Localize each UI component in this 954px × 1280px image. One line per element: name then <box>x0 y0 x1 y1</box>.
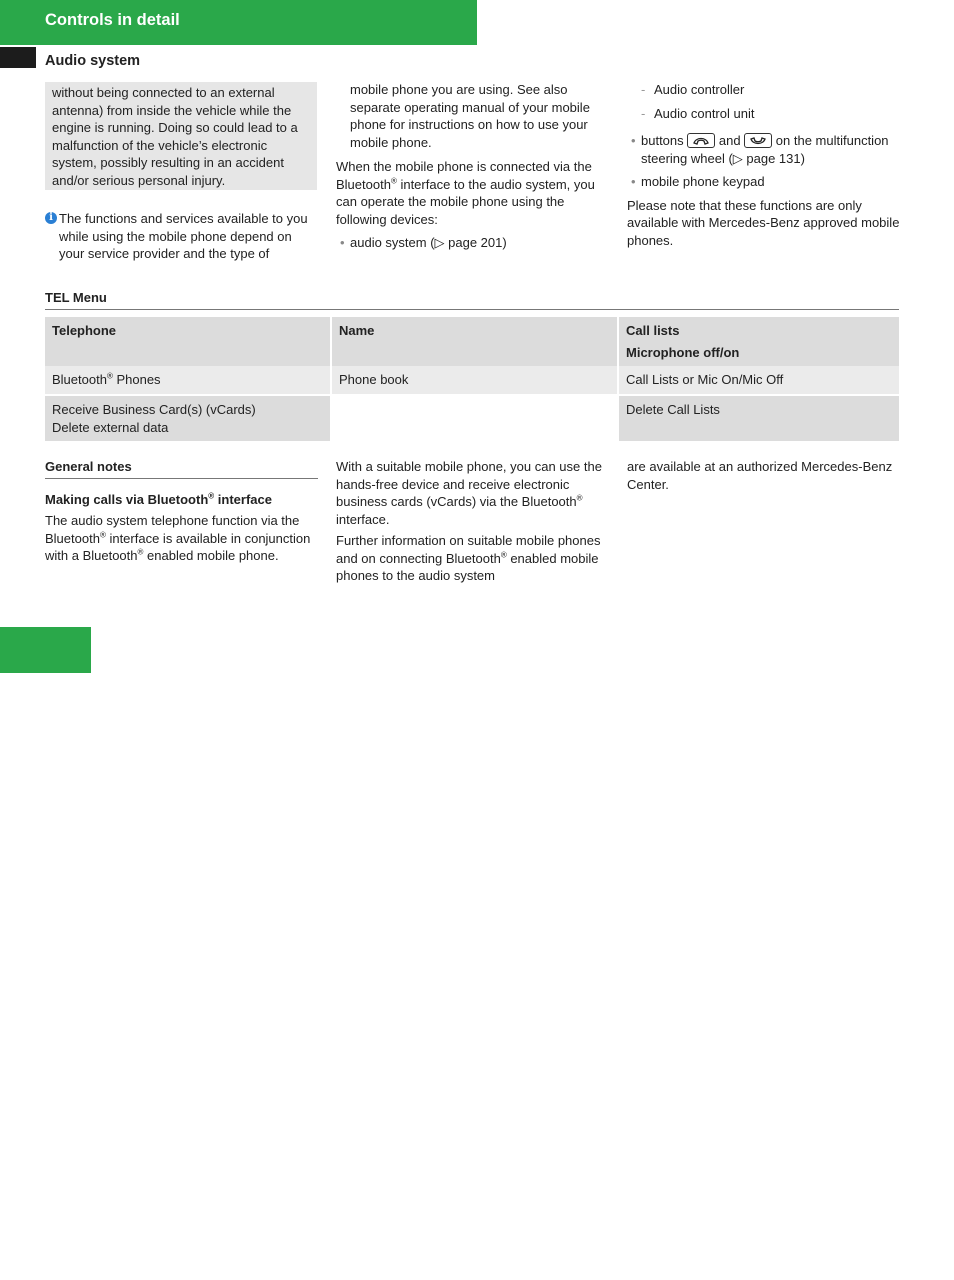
divider <box>45 309 899 310</box>
general-notes-heading: General notes <box>45 459 132 474</box>
text-span: Bluetooth <box>52 372 107 387</box>
warning-box <box>45 82 317 190</box>
page-number: 190 <box>45 1262 72 1279</box>
divider <box>45 478 318 479</box>
table-header-cell: Name <box>331 317 618 366</box>
registered-mark: ® <box>576 493 583 503</box>
text-span: buttons <box>641 133 688 148</box>
bullet-buttons <box>627 132 902 167</box>
registered-mark: ® <box>500 550 507 560</box>
text-span: Phones <box>112 372 161 387</box>
warning-line: antenna) from inside the vehicle while the <box>52 102 292 118</box>
table-header-cell <box>618 317 899 366</box>
registered-mark: ® <box>137 547 144 557</box>
text-span: enabled mobile phones to the audio system <box>336 550 599 583</box>
table-cell <box>45 395 331 441</box>
table-header-row <box>45 317 899 366</box>
phone-hangup-icon <box>744 133 772 148</box>
chapter-title: Controls in detail <box>45 11 180 29</box>
table-cell: Delete Call Lists <box>618 395 899 441</box>
warning-line: malfunction of the vehicle’s electronic <box>52 137 268 153</box>
cell-line: Receive Business Card(s) (vCards) <box>52 402 256 417</box>
section-marker <box>0 47 36 68</box>
info-icon: i <box>45 212 57 224</box>
bullet-keypad: • mobile phone keypad <box>627 173 902 191</box>
paragraph-approved-phones: Please note that these functions are only available with Mercedes-Benz approved mobile phones. <box>627 197 900 248</box>
text-span: interface <box>214 492 272 507</box>
bullet-audio-system: • audio system (▷ page 201) <box>336 234 611 252</box>
dash-audio-control-unit: - Audio control unit <box>627 105 902 123</box>
paragraph-hands-free <box>336 458 611 528</box>
table-row <box>45 395 899 441</box>
registered-mark: ® <box>106 371 113 381</box>
text-span: and <box>715 133 745 148</box>
registered-mark: ® <box>390 176 397 186</box>
paragraph-connected <box>336 158 611 228</box>
phone-pickup-icon <box>687 133 715 148</box>
text-span: interface. <box>336 511 390 527</box>
registered-mark: ® <box>208 491 215 501</box>
column-3-top <box>627 81 902 249</box>
paragraph-mobile-phone: mobile phone you are using. See also separate operating manual of your mobile phone for instructions on how to use your mobile phone. <box>350 82 590 150</box>
text-span: enabled mobile phone. <box>143 548 279 563</box>
tel-menu-heading: TEL Menu <box>45 290 107 305</box>
section-title: Audio system <box>45 53 141 69</box>
general-notes-col1 <box>45 512 317 565</box>
text-span: When the mobile phone is connected via the Bluetooth <box>336 159 592 192</box>
paragraph-further-info <box>336 532 611 585</box>
text-span: The audio system telephone function via the Bluetooth <box>45 513 300 546</box>
warning-line: system, possibly resulting in an accident <box>52 155 284 170</box>
general-notes-col3 <box>627 458 902 493</box>
info-note-text: The functions and services available to you while using the mobile phone depend on your service provider and the type of <box>59 211 308 261</box>
paragraph-authorized-center: are available at an authorized Mercedes-Benz Center. <box>627 459 893 492</box>
registered-mark: ® <box>99 530 106 540</box>
warning-line: engine is running. Doing so could lead to a <box>52 120 298 135</box>
tel-menu-table <box>45 317 899 441</box>
paragraph-telephone-function <box>45 512 317 565</box>
table-cell <box>45 366 331 395</box>
warning-line: without being connected to an external <box>52 85 275 100</box>
cell-line: Delete external data <box>52 419 169 435</box>
text-span: Making calls via Bluetooth <box>45 492 209 507</box>
text-span: Further information on suitable mobile phones and on connecting Bluetooth <box>336 533 601 566</box>
text-span: With a suitable mobile phone, you can use the hands-free device and receive electronic business cards (vCards) via the Bluetooth <box>336 459 602 509</box>
dash-audio-controller: - Audio controller <box>627 81 902 99</box>
general-notes-col2 <box>336 458 611 585</box>
info-note <box>45 210 317 263</box>
chapter-header-bar <box>0 0 477 45</box>
page-number-box <box>0 627 91 1279</box>
text-span: interface to the audio system, you can operate the mobile phone using the following devices: <box>336 176 595 227</box>
table-cell: Phone book <box>331 366 618 395</box>
table-cell: Call Lists or Mic On/Mic Off <box>618 366 899 395</box>
table-cell <box>331 395 618 441</box>
text-span: interface is available in conjunction with a Bluetooth <box>45 530 311 563</box>
text-span: on the multifunction steering wheel (▷ page 131) <box>641 133 889 166</box>
table-row <box>45 366 899 395</box>
table-header-cell: Telephone <box>45 317 331 366</box>
warning-line: and/or serious personal injury. <box>52 172 226 188</box>
header-microphone: Microphone off/on <box>626 344 740 360</box>
making-calls-heading <box>45 491 272 509</box>
header-call-lists: Call lists <box>626 323 680 338</box>
column-2-top <box>336 81 611 252</box>
